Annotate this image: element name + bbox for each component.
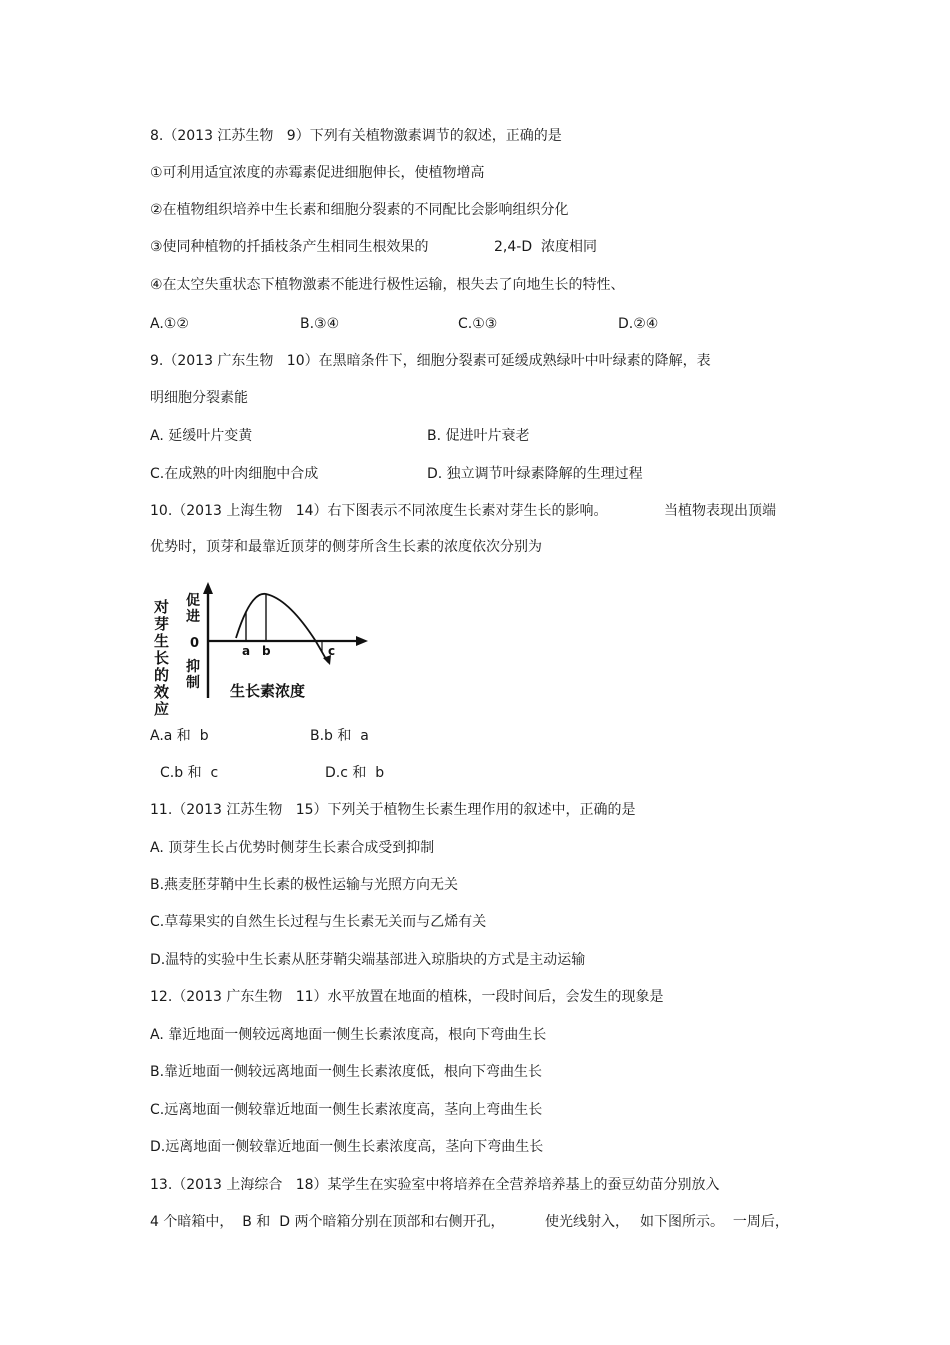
q11-option-a: A. 顶芽生长占优势时侧芽生长素合成受到抑制 [150, 840, 435, 856]
figure-inhibit-label-2: 制 [186, 675, 200, 691]
q10-stem-line-2: 优势时，顶芽和最靠近顶芽的侧芽所含生长素的浓度依次分别为 [150, 539, 542, 555]
figure-point-a: a [242, 644, 251, 658]
q12-option-a: A. 靠近地面一侧较远离地面一侧生长素浓度高，根向下弯曲生长 [150, 1027, 547, 1043]
figure-point-c: c [328, 644, 336, 658]
q13-stem-line-2-tail: 如下图所示。 一周后， [640, 1214, 789, 1230]
figure-zero-label: 0 [190, 636, 200, 651]
q12-option-d: D.远离地面一侧较靠近地面一侧生长素浓度高，茎向下弯曲生长 [150, 1139, 544, 1155]
q10-option-c: C.b 和 c [160, 765, 219, 781]
q9-stem-line-2: 明细胞分裂素能 [150, 390, 248, 406]
q12-stem: 12.（2013 广东生物 11）水平放置在地面的植株，一段时间后，会发生的现象是 [150, 989, 664, 1005]
q10-option-b: B.b 和 a [310, 728, 369, 744]
figure-x-axis-arrow [356, 636, 368, 646]
figure-y-axis-arrow [203, 582, 213, 594]
q8-option-a: A.①② [150, 316, 189, 332]
q10-option-d: D.c 和 b [325, 765, 385, 781]
q8-statement-4: ④在太空失重状态下植物激素不能进行极性运输，根失去了向地生长的特性、 [150, 277, 625, 293]
q8-option-c: C.①③ [458, 316, 498, 332]
figure-y-label-3: 生 [154, 632, 170, 650]
q9-option-d: D. 独立调节叶绿素降解的生理过程 [427, 466, 643, 482]
figure-inhibit-label-1: 抑 [186, 659, 200, 675]
q8-stem: 8.（2013 江苏生物 9）下列有关植物激素调节的叙述，正确的是 [150, 128, 562, 144]
q10-stem-line-1: 10.（2013 上海生物 14）右下图表示不同浓度生长素对芽生长的影响。 [150, 503, 608, 519]
figure-y-label-4: 长 [154, 649, 170, 667]
figure-y-label-6: 效 [154, 683, 170, 701]
q9-stem-line-1: 9.（2013 广东生物 10）在黑暗条件下，细胞分裂素可延缓成熟绿叶中叶绿素的降解，表 [150, 353, 711, 369]
q10-figure-svg [150, 580, 375, 718]
q10-auxin-effect-figure [150, 580, 375, 718]
q9-option-c: C.在成熟的叶肉细胞中合成 [150, 466, 319, 482]
q11-option-c: C.草莓果实的自然生长过程与生长素无关而与乙烯有关 [150, 914, 487, 930]
q12-option-c: C.远离地面一侧较靠近地面一侧生长素浓度高，茎向上弯曲生长 [150, 1102, 543, 1118]
q11-option-b: B.燕麦胚芽鞘中生长素的极性运输与光照方向无关 [150, 877, 459, 893]
q13-stem-line-2-mid: 使光线射入， [545, 1214, 629, 1230]
q9-option-b: B. 促进叶片衰老 [427, 428, 530, 444]
q8-option-d: D.②④ [618, 316, 659, 332]
figure-y-label-7: 应 [154, 700, 170, 718]
figure-point-b: b [262, 644, 271, 658]
figure-promote-label-1: 促 [186, 593, 200, 609]
q11-option-d: D.温特的实验中生长素从胚芽鞘尖端基部进入琼脂块的方式是主动运输 [150, 952, 586, 968]
q8-statement-3-tail: 2,4-D 浓度相同 [494, 239, 597, 255]
q12-option-b: B.靠近地面一侧较远离地面一侧生长素浓度低，根向下弯曲生长 [150, 1064, 543, 1080]
figure-y-label-5: 的 [154, 666, 170, 684]
q11-stem: 11.（2013 江苏生物 15）下列关于植物生长素生理作用的叙述中，正确的是 [150, 802, 636, 818]
figure-x-label: 生长素浓度 [230, 682, 306, 700]
q13-stem-line-2: 4 个暗箱中， B 和 D 两个暗箱分别在顶部和右侧开孔， [150, 1214, 505, 1230]
q13-stem-line-1: 13.（2013 上海综合 18）某学生在实验室中将培养在全营养培养基上的蚕豆幼苗分别放入 [150, 1177, 720, 1193]
figure-y-label-1: 对 [154, 598, 170, 616]
q9-option-a: A. 延缓叶片变黄 [150, 428, 253, 444]
q8-option-b: B.③④ [300, 316, 340, 332]
q10-stem-line-1-tail: 当植物表现出顶端 [664, 503, 776, 519]
figure-y-label-2: 芽 [154, 615, 170, 633]
q8-statement-1: ①可利用适宜浓度的赤霉素促进细胞伸长，使植物增高 [150, 165, 485, 181]
q10-option-a: A.a 和 b [150, 728, 209, 744]
q8-statement-2: ②在植物组织培养中生长素和细胞分裂素的不同配比会影响组织分化 [150, 202, 569, 218]
figure-promote-label-2: 进 [186, 609, 200, 625]
q8-statement-3: ③使同种植物的扦插枝条产生相同生根效果的 [150, 239, 429, 255]
